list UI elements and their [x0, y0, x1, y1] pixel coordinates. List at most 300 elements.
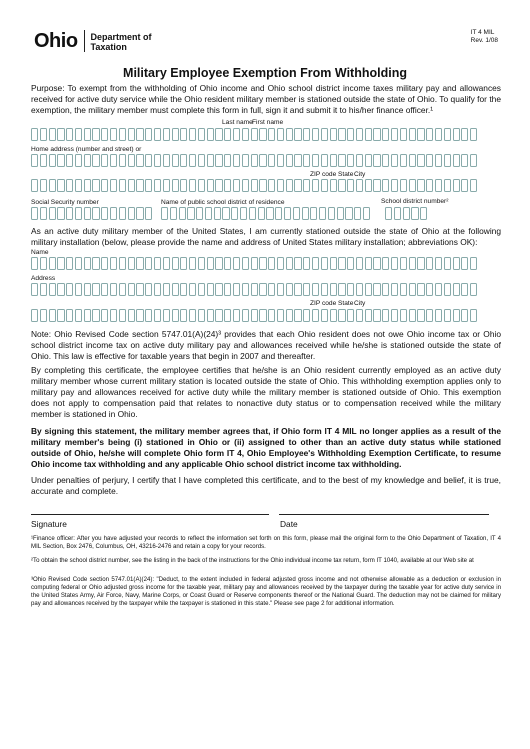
character-box[interactable] — [284, 207, 291, 220]
character-box[interactable] — [461, 179, 468, 192]
character-box[interactable] — [233, 309, 240, 322]
character-box[interactable] — [170, 207, 177, 220]
character-box[interactable] — [222, 207, 229, 220]
character-box[interactable] — [294, 179, 301, 192]
character-box[interactable] — [31, 128, 38, 141]
character-box[interactable] — [119, 179, 126, 192]
character-box[interactable] — [119, 207, 126, 220]
character-box[interactable] — [382, 283, 389, 296]
character-box[interactable] — [453, 257, 460, 270]
character-box[interactable] — [347, 128, 354, 141]
character-box[interactable] — [286, 283, 293, 296]
character-box[interactable] — [189, 128, 196, 141]
character-box[interactable] — [66, 283, 73, 296]
character-box[interactable] — [240, 207, 247, 220]
character-box[interactable] — [363, 207, 370, 220]
character-box[interactable] — [231, 207, 238, 220]
character-box[interactable] — [310, 207, 317, 220]
character-box[interactable] — [286, 309, 293, 322]
character-box[interactable] — [365, 257, 372, 270]
character-box[interactable] — [277, 179, 284, 192]
character-box[interactable] — [163, 154, 170, 167]
character-box[interactable] — [470, 257, 477, 270]
character-box[interactable] — [373, 257, 380, 270]
character-box[interactable] — [128, 283, 135, 296]
character-box[interactable] — [40, 207, 47, 220]
character-box[interactable] — [154, 128, 161, 141]
character-box[interactable] — [321, 309, 328, 322]
character-box[interactable] — [365, 128, 372, 141]
character-box[interactable] — [251, 309, 258, 322]
character-box[interactable] — [110, 257, 117, 270]
character-box[interactable] — [84, 207, 91, 220]
character-box[interactable] — [75, 257, 82, 270]
character-box[interactable] — [172, 179, 179, 192]
character-box[interactable] — [101, 128, 108, 141]
character-box[interactable] — [161, 207, 168, 220]
character-box[interactable] — [84, 179, 91, 192]
character-box[interactable] — [312, 309, 319, 322]
character-box[interactable] — [426, 154, 433, 167]
character-box[interactable] — [268, 309, 275, 322]
character-box[interactable] — [198, 179, 205, 192]
character-box[interactable] — [435, 128, 442, 141]
character-box[interactable] — [101, 207, 108, 220]
character-box[interactable] — [382, 179, 389, 192]
character-box[interactable] — [128, 257, 135, 270]
character-box[interactable] — [277, 154, 284, 167]
character-box[interactable] — [40, 128, 47, 141]
character-box[interactable] — [400, 283, 407, 296]
character-box[interactable] — [92, 309, 99, 322]
character-box[interactable] — [461, 283, 468, 296]
character-box[interactable] — [259, 154, 266, 167]
character-box[interactable] — [409, 154, 416, 167]
character-box[interactable] — [268, 283, 275, 296]
character-box[interactable] — [470, 154, 477, 167]
character-box[interactable] — [207, 179, 214, 192]
character-box[interactable] — [110, 207, 117, 220]
character-box[interactable] — [145, 128, 152, 141]
character-box[interactable] — [92, 207, 99, 220]
character-box[interactable] — [145, 207, 152, 220]
character-box[interactable] — [356, 283, 363, 296]
character-box[interactable] — [233, 283, 240, 296]
character-box[interactable] — [453, 128, 460, 141]
character-box[interactable] — [92, 179, 99, 192]
character-box[interactable] — [119, 154, 126, 167]
character-box[interactable] — [66, 128, 73, 141]
character-box[interactable] — [356, 154, 363, 167]
character-box[interactable] — [101, 257, 108, 270]
character-box[interactable] — [426, 309, 433, 322]
character-box[interactable] — [224, 154, 231, 167]
character-box[interactable] — [277, 128, 284, 141]
character-box[interactable] — [49, 283, 56, 296]
character-box[interactable] — [251, 128, 258, 141]
character-box[interactable] — [92, 283, 99, 296]
character-box[interactable] — [172, 309, 179, 322]
character-box[interactable] — [40, 257, 47, 270]
character-box[interactable] — [400, 179, 407, 192]
character-box[interactable] — [189, 283, 196, 296]
character-box[interactable] — [110, 154, 117, 167]
character-box[interactable] — [382, 128, 389, 141]
character-box[interactable] — [179, 207, 186, 220]
character-box[interactable] — [57, 257, 64, 270]
character-box[interactable] — [266, 207, 273, 220]
character-box[interactable] — [409, 179, 416, 192]
character-box[interactable] — [187, 207, 194, 220]
character-box[interactable] — [101, 179, 108, 192]
character-box[interactable] — [312, 283, 319, 296]
character-box[interactable] — [40, 179, 47, 192]
character-box[interactable] — [119, 283, 126, 296]
character-box[interactable] — [259, 257, 266, 270]
character-box[interactable] — [319, 207, 326, 220]
character-box[interactable] — [444, 257, 451, 270]
character-box[interactable] — [136, 257, 143, 270]
character-box[interactable] — [172, 128, 179, 141]
character-box[interactable] — [84, 309, 91, 322]
character-box[interactable] — [330, 154, 337, 167]
character-box[interactable] — [365, 154, 372, 167]
character-box[interactable] — [75, 154, 82, 167]
character-box[interactable] — [205, 207, 212, 220]
character-box[interactable] — [163, 283, 170, 296]
character-box[interactable] — [136, 207, 143, 220]
character-box[interactable] — [251, 154, 258, 167]
school-district-number-boxes[interactable] — [385, 207, 429, 220]
character-box[interactable] — [303, 283, 310, 296]
character-box[interactable] — [426, 283, 433, 296]
character-box[interactable] — [189, 179, 196, 192]
character-box[interactable] — [461, 309, 468, 322]
character-box[interactable] — [92, 128, 99, 141]
character-box[interactable] — [49, 128, 56, 141]
character-box[interactable] — [394, 207, 401, 220]
character-box[interactable] — [180, 309, 187, 322]
character-box[interactable] — [172, 257, 179, 270]
character-box[interactable] — [251, 257, 258, 270]
character-box[interactable] — [391, 128, 398, 141]
character-box[interactable] — [259, 179, 266, 192]
installation-city-state-zip-boxes[interactable] — [31, 309, 479, 322]
character-box[interactable] — [373, 179, 380, 192]
character-box[interactable] — [365, 309, 372, 322]
character-box[interactable] — [57, 154, 64, 167]
character-box[interactable] — [417, 179, 424, 192]
character-box[interactable] — [453, 154, 460, 167]
character-box[interactable] — [403, 207, 410, 220]
character-box[interactable] — [215, 283, 222, 296]
character-box[interactable] — [110, 179, 117, 192]
character-box[interactable] — [154, 257, 161, 270]
character-box[interactable] — [365, 283, 372, 296]
character-box[interactable] — [119, 309, 126, 322]
character-box[interactable] — [321, 179, 328, 192]
character-box[interactable] — [275, 207, 282, 220]
character-box[interactable] — [189, 309, 196, 322]
character-box[interactable] — [373, 154, 380, 167]
character-box[interactable] — [110, 309, 117, 322]
character-box[interactable] — [417, 283, 424, 296]
character-box[interactable] — [224, 128, 231, 141]
character-box[interactable] — [435, 179, 442, 192]
character-box[interactable] — [321, 257, 328, 270]
character-box[interactable] — [470, 128, 477, 141]
character-box[interactable] — [215, 179, 222, 192]
character-box[interactable] — [268, 257, 275, 270]
character-box[interactable] — [198, 257, 205, 270]
character-box[interactable] — [110, 283, 117, 296]
character-box[interactable] — [31, 309, 38, 322]
character-box[interactable] — [84, 283, 91, 296]
character-box[interactable] — [373, 128, 380, 141]
character-box[interactable] — [215, 257, 222, 270]
character-box[interactable] — [84, 128, 91, 141]
character-box[interactable] — [66, 179, 73, 192]
character-box[interactable] — [417, 309, 424, 322]
character-box[interactable] — [57, 283, 64, 296]
character-box[interactable] — [180, 154, 187, 167]
character-box[interactable] — [57, 207, 64, 220]
character-box[interactable] — [286, 179, 293, 192]
character-box[interactable] — [233, 179, 240, 192]
character-box[interactable] — [31, 257, 38, 270]
character-box[interactable] — [154, 309, 161, 322]
character-box[interactable] — [84, 154, 91, 167]
character-box[interactable] — [101, 154, 108, 167]
character-box[interactable] — [338, 179, 345, 192]
character-box[interactable] — [461, 154, 468, 167]
character-box[interactable] — [385, 207, 392, 220]
character-box[interactable] — [189, 257, 196, 270]
character-box[interactable] — [391, 257, 398, 270]
character-box[interactable] — [207, 128, 214, 141]
character-box[interactable] — [338, 154, 345, 167]
character-box[interactable] — [312, 154, 319, 167]
character-box[interactable] — [470, 283, 477, 296]
character-box[interactable] — [294, 257, 301, 270]
character-box[interactable] — [391, 154, 398, 167]
character-box[interactable] — [294, 283, 301, 296]
character-box[interactable] — [330, 257, 337, 270]
character-box[interactable] — [268, 128, 275, 141]
character-box[interactable] — [251, 179, 258, 192]
character-box[interactable] — [49, 207, 56, 220]
character-box[interactable] — [382, 154, 389, 167]
character-box[interactable] — [207, 257, 214, 270]
character-box[interactable] — [215, 309, 222, 322]
character-box[interactable] — [444, 179, 451, 192]
character-box[interactable] — [420, 207, 427, 220]
character-box[interactable] — [303, 179, 310, 192]
character-box[interactable] — [444, 154, 451, 167]
character-box[interactable] — [242, 283, 249, 296]
character-box[interactable] — [321, 283, 328, 296]
character-box[interactable] — [110, 128, 117, 141]
ssn-boxes[interactable] — [31, 207, 154, 220]
character-box[interactable] — [136, 309, 143, 322]
character-box[interactable] — [259, 283, 266, 296]
character-box[interactable] — [215, 154, 222, 167]
character-box[interactable] — [101, 283, 108, 296]
character-box[interactable] — [163, 257, 170, 270]
school-district-name-boxes[interactable] — [161, 207, 372, 220]
character-box[interactable] — [268, 154, 275, 167]
character-box[interactable] — [163, 179, 170, 192]
character-box[interactable] — [453, 283, 460, 296]
character-box[interactable] — [154, 283, 161, 296]
character-box[interactable] — [435, 283, 442, 296]
character-box[interactable] — [49, 257, 56, 270]
character-box[interactable] — [347, 257, 354, 270]
character-box[interactable] — [224, 283, 231, 296]
character-box[interactable] — [321, 128, 328, 141]
character-box[interactable] — [400, 309, 407, 322]
character-box[interactable] — [49, 154, 56, 167]
character-box[interactable] — [426, 179, 433, 192]
character-box[interactable] — [417, 154, 424, 167]
character-box[interactable] — [444, 128, 451, 141]
character-box[interactable] — [347, 154, 354, 167]
character-box[interactable] — [303, 154, 310, 167]
character-box[interactable] — [189, 154, 196, 167]
character-box[interactable] — [128, 128, 135, 141]
character-box[interactable] — [180, 257, 187, 270]
character-box[interactable] — [242, 257, 249, 270]
character-box[interactable] — [233, 154, 240, 167]
character-box[interactable] — [303, 257, 310, 270]
character-box[interactable] — [224, 257, 231, 270]
character-box[interactable] — [345, 207, 352, 220]
character-box[interactable] — [338, 309, 345, 322]
character-box[interactable] — [258, 207, 265, 220]
character-box[interactable] — [40, 309, 47, 322]
character-box[interactable] — [409, 283, 416, 296]
character-box[interactable] — [40, 154, 47, 167]
character-box[interactable] — [330, 179, 337, 192]
character-box[interactable] — [49, 179, 56, 192]
character-box[interactable] — [145, 309, 152, 322]
character-box[interactable] — [224, 309, 231, 322]
character-box[interactable] — [242, 179, 249, 192]
character-box[interactable] — [356, 309, 363, 322]
character-box[interactable] — [453, 179, 460, 192]
character-box[interactable] — [128, 154, 135, 167]
character-box[interactable] — [207, 283, 214, 296]
character-box[interactable] — [92, 154, 99, 167]
character-box[interactable] — [330, 283, 337, 296]
character-box[interactable] — [214, 207, 221, 220]
character-box[interactable] — [75, 283, 82, 296]
character-box[interactable] — [57, 179, 64, 192]
character-box[interactable] — [461, 257, 468, 270]
character-box[interactable] — [338, 283, 345, 296]
character-box[interactable] — [57, 309, 64, 322]
character-box[interactable] — [312, 179, 319, 192]
character-box[interactable] — [328, 207, 335, 220]
character-box[interactable] — [286, 154, 293, 167]
character-box[interactable] — [337, 207, 344, 220]
character-box[interactable] — [321, 154, 328, 167]
character-box[interactable] — [373, 309, 380, 322]
character-box[interactable] — [373, 283, 380, 296]
character-box[interactable] — [242, 309, 249, 322]
character-box[interactable] — [136, 154, 143, 167]
character-box[interactable] — [259, 128, 266, 141]
character-box[interactable] — [180, 283, 187, 296]
character-box[interactable] — [75, 128, 82, 141]
character-box[interactable] — [207, 154, 214, 167]
character-box[interactable] — [382, 257, 389, 270]
character-box[interactable] — [409, 128, 416, 141]
character-box[interactable] — [249, 207, 256, 220]
character-box[interactable] — [400, 154, 407, 167]
character-box[interactable] — [444, 309, 451, 322]
character-box[interactable] — [461, 128, 468, 141]
installation-address-boxes[interactable] — [31, 283, 479, 296]
character-box[interactable] — [303, 309, 310, 322]
character-box[interactable] — [259, 309, 266, 322]
character-box[interactable] — [303, 128, 310, 141]
character-box[interactable] — [411, 207, 418, 220]
character-box[interactable] — [49, 309, 56, 322]
character-box[interactable] — [426, 257, 433, 270]
character-box[interactable] — [293, 207, 300, 220]
character-box[interactable] — [196, 207, 203, 220]
character-box[interactable] — [198, 154, 205, 167]
character-box[interactable] — [330, 309, 337, 322]
character-box[interactable] — [180, 179, 187, 192]
character-box[interactable] — [136, 283, 143, 296]
character-box[interactable] — [338, 257, 345, 270]
character-box[interactable] — [233, 128, 240, 141]
home-address-boxes[interactable] — [31, 154, 479, 167]
character-box[interactable] — [435, 257, 442, 270]
character-box[interactable] — [356, 128, 363, 141]
character-box[interactable] — [128, 309, 135, 322]
character-box[interactable] — [251, 283, 258, 296]
character-box[interactable] — [338, 128, 345, 141]
character-box[interactable] — [356, 257, 363, 270]
character-box[interactable] — [409, 309, 416, 322]
character-box[interactable] — [198, 128, 205, 141]
character-box[interactable] — [163, 128, 170, 141]
character-box[interactable] — [154, 179, 161, 192]
character-box[interactable] — [400, 128, 407, 141]
character-box[interactable] — [84, 257, 91, 270]
character-box[interactable] — [400, 257, 407, 270]
character-box[interactable] — [233, 257, 240, 270]
character-box[interactable] — [31, 283, 38, 296]
character-box[interactable] — [172, 154, 179, 167]
character-box[interactable] — [31, 154, 38, 167]
character-box[interactable] — [92, 257, 99, 270]
name-boxes[interactable] — [31, 128, 479, 141]
character-box[interactable] — [180, 128, 187, 141]
character-box[interactable] — [286, 257, 293, 270]
character-box[interactable] — [347, 179, 354, 192]
character-box[interactable] — [294, 128, 301, 141]
character-box[interactable] — [286, 128, 293, 141]
character-box[interactable] — [136, 128, 143, 141]
character-box[interactable] — [470, 179, 477, 192]
character-box[interactable] — [277, 257, 284, 270]
character-box[interactable] — [242, 128, 249, 141]
character-box[interactable] — [277, 309, 284, 322]
